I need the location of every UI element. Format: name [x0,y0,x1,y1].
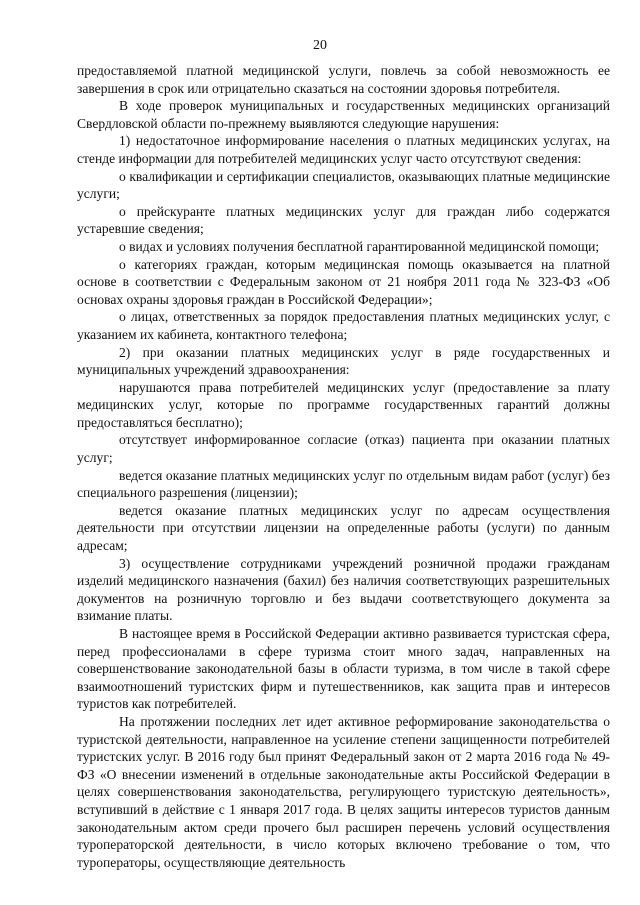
paragraph: В ходе проверок муниципальных и государственных медицинских организаций Свердловской области по-прежнему выявляются следующие нарушения: [77,98,610,131]
paragraph: предоставляемой платной медицинской услуги, повлечь за собой невозможность ее завершения в срок или отрицательно сказаться на состоянии здоровья потребителя. [77,63,610,96]
paragraph: о лицах, ответственных за порядок предоставления платных медицинских услуг, с указанием их кабинета, контактного телефона; [77,309,610,342]
paragraph: ведется оказание платных медицинских услуг по адресам осуществления деятельности при отсутствии лицензии на определенные работы (услуги) по данным адресам; [77,502,610,554]
paragraph: На протяжении последних лет идет активное реформирование законодательства о туристской деятельности, направленное на усиление степени защищенности потребителей туристских услуг. В 2016 году был принят Федеральный закон от 2 марта 2016 года № 49-ФЗ «О внесении изменений в отдельные законодательные акты Российской Федерации в целях совершенствования законодательства, регулирующего туристскую деятельность», вступивший в действие с 1 января 2017 года. В целях защиты интересов туристов данным законодательным актом среди прочего был расширен перечень условий осуществления туроператорской деятельности, в число которых включено требование о том, что туроператоры, осуществляющие деятельность [77,713,610,870]
paragraph: нарушаются права потребителей медицинских услуг (предоставление за плату медицинских услуг, которые по программе государственных гарантий должны предоставляться бесплатно); [77,379,610,430]
paragraph: о квалификации и сертификации специалистов, оказывающих платные медицинские услуги; [77,168,610,202]
paragraph: о прейскуранте платных медицинских услуг для граждан либо содержатся устаревшие сведения; [77,203,610,237]
paragraph: о видах и условиях получения бесплатной гарантированной медицинской помощи; [119,238,600,254]
paragraph: отсутствует информированное согласие (отказ) пациента при оказании платных услуг; [77,432,610,466]
page-number: 20 [313,38,327,53]
paragraph: 3) осуществление сотрудниками учреждений розничной продажи гражданам изделий медицинского назначения (бахил) без наличия соответствующих разрешительных документов на розничную торговлю и без выдачи соответствующего документа за взимание платы. [77,555,610,624]
paragraph: 2) при оказании платных медицинских услуг в ряде государственных и муниципальных учреждений здравоохранения: [77,344,610,378]
document-body [77,62,610,871]
paragraph: ведется оказание платных медицинских услуг по отдельным видам работ (услуг) без специального разрешения (лицензии); [77,467,610,501]
paragraph: 1) недостаточное информирование населения о платных медицинских услугах, на стенде информации для потребителей медицинских услуг часто отсутствуют сведения: [77,133,610,166]
paragraph: В настоящее время в Российской Федерации активно развивается туристская сфера, перед профессионалами в сфере туризма стоит много задач, направленных на совершенствование законодательной базы в области туризма, в том числе в такой сфере взаимоотношений туристских фирм и путешественников, как защита прав и интересов туристов как потребителей. [77,626,610,712]
paragraph: о категориях граждан, которым медицинская помощь оказывается на платной основе в соответствии с Федеральным законом от 21 ноября 2011 года № 323-ФЗ «Об основах охраны здоровья граждан в Российской Федерации»; [77,256,610,307]
